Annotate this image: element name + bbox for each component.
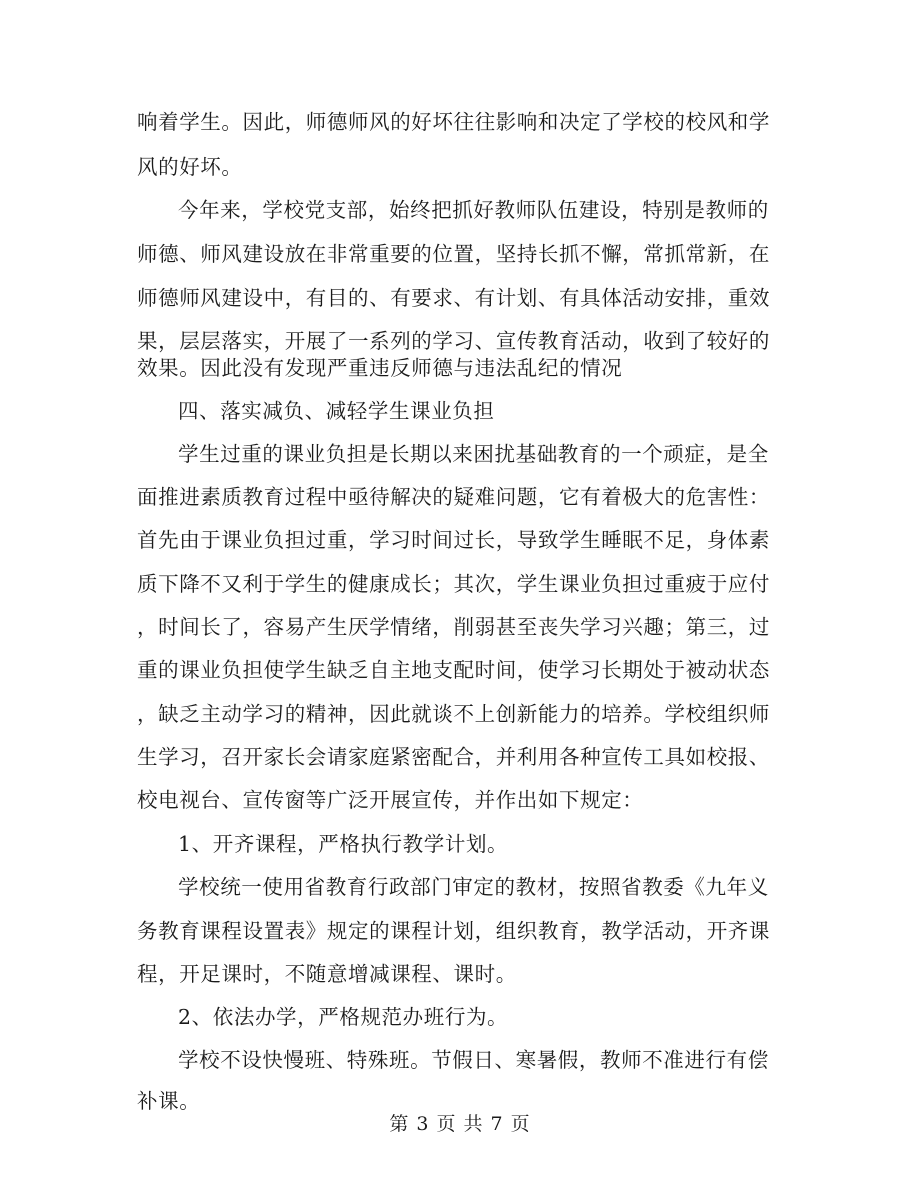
- text-line: 果，层层落实，开展了一系列的学习、宣传教育活动，收到了较好的: [137, 329, 770, 353]
- text-line: 风的好坏。: [137, 155, 243, 179]
- text-line: 务教育课程设置表》规定的课程计划，组织教育，教学活动，开齐课: [137, 919, 770, 943]
- text-line: 生学习，召开家长会请家庭紧密配合，并利用各种宣传工具如校报、: [137, 745, 770, 769]
- paragraph-start: 学校不设快慢班、特殊班。节假日、寒暑假，教师不准进行有偿: [178, 1048, 769, 1072]
- text-line: 首先由于课业负担过重，学习时间过长，导致学生睡眠不足，身体素: [137, 528, 770, 552]
- text-line: 师德师风建设中，有目的、有要求、有计划、有具体活动安排，重效: [137, 286, 770, 310]
- list-item-heading: 1、开齐课程，严格执行教学计划。: [178, 832, 509, 856]
- paragraph-start: 学生过重的课业负担是长期以来困扰基础教育的一个顽症，是全: [178, 442, 769, 466]
- text-line: 师德、师风建设放在非常重要的位置，坚持长抓不懈，常抓常新，在: [137, 242, 770, 266]
- paragraph-start: 今年来，学校党支部，始终把抓好教师队伍建设，特别是教师的: [178, 198, 769, 222]
- text-line: 面推进素质教育过程中亟待解决的疑难问题，它有着极大的危害性：: [137, 485, 770, 509]
- text-line: ，缺乏主动学习的精神，因此就谈不上创新能力的培养。学校组织师: [137, 702, 770, 726]
- text-line: 校电视台、宣传窗等广泛开展宣传，并作出如下规定：: [137, 788, 644, 812]
- paragraph-start: 学校统一使用省教育行政部门审定的教材，按照省教委《九年义: [178, 875, 769, 899]
- page-number-footer: 第 3 页 共 7 页: [389, 1113, 531, 1135]
- text-line: 重的课业负担使学生缺乏自主地支配时间，使学习长期处于被动状态: [137, 658, 770, 682]
- text-line: 响着学生。因此，师德师风的好坏往往影响和决定了学校的校风和学: [137, 110, 770, 134]
- list-item-heading: 2、依法办学，严格规范办班行为。: [178, 1005, 509, 1029]
- text-line: ，时间长了，容易产生厌学情绪，削弱甚至丧失学习兴趣；第三，过: [137, 615, 770, 639]
- section-heading: 四、落实减负、减轻学生课业负担: [178, 399, 495, 423]
- text-line: 程，开足课时，不随意增减课程、课时。: [137, 962, 517, 986]
- text-line: 效果。因此没有发现严重违反师德与违法乱纪的情况: [137, 356, 623, 380]
- text-line: 补课。: [137, 1089, 201, 1113]
- text-line: 质下降不又利于学生的健康成长；其次，学生课业负担过重疲于应付: [137, 572, 770, 596]
